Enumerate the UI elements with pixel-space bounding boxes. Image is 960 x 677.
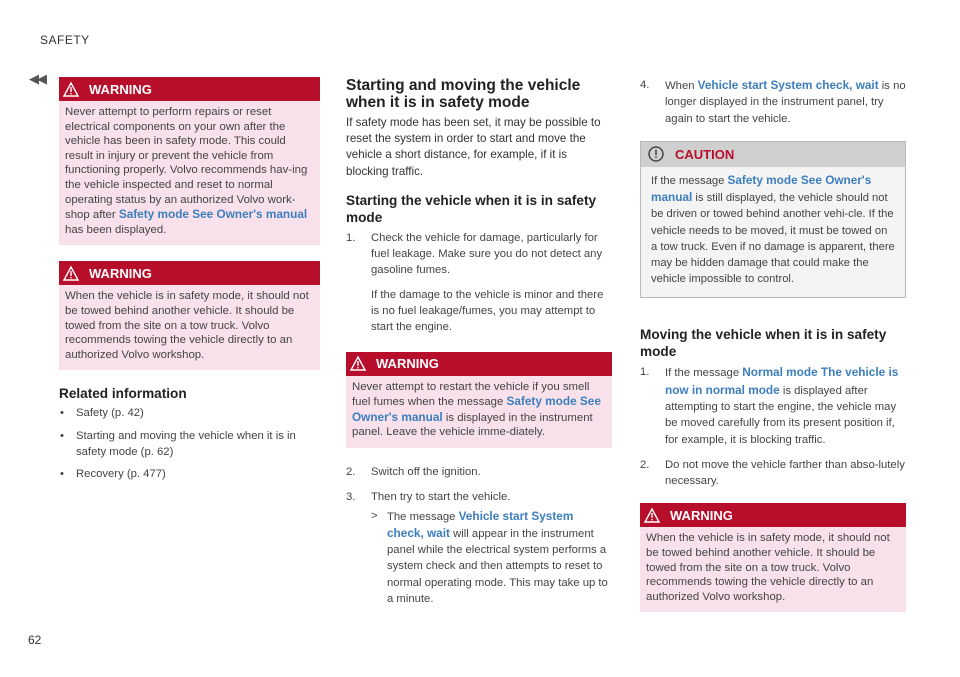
message-highlight: Safety mode See Owner's manual [651,172,872,205]
warning-header [59,261,320,285]
warning-text: When the vehicle is in safety mode, it should not be towed behind another vehicle. It should be towed from the site on a tow truck. Volvo recommends towing the vehicle directly to an authorized Volvo workshop. [646,532,890,603]
double-chevron-left-icon[interactable]: ◀◀ [29,71,45,86]
message-highlight: Safety mode See Owner's manual [352,394,601,424]
message-highlight: Normal mode The vehicle is now in normal mode [665,365,899,397]
warning-text: When the vehicle is in safety mode, it should not be towed behind another vehicle. It should be towed from the site on a tow truck. Volvo recommends towing the vehicle directly to an authorized Volvo workshop. [65,290,309,361]
caution-box [640,141,906,298]
warning-triangle-icon [63,82,79,97]
warning-text: Never attempt to perform repairs or reset electrical components on your own after the vehicle has been in safety mode. This could result in injury or prevent the vehicle from functioning properly. Volvo recommends hav-ing the vehicle inspected and reset to normal operating status by an authorized Volvo work-shop after Safety mode See Owner's manual has been displayed. [65,106,308,236]
warning-box-towing [640,503,906,612]
intro-text: If safety mode has been set, it may be possible to reset the system in order to start and move the vehicle a short distance, for example, if it is blocking traffic. [346,116,601,178]
page-number: 62 [28,633,42,647]
step-4: 4. When Vehicle start System check, wait is no longer displayed in the instrument panel, try again to start the vehicle. [640,78,906,125]
warning-text: Never attempt to restart the vehicle if you smell fuel fumes when the message Safety mode See Owner's manual is displayed in the instrument panel. Leave the vehicle imme-diately. [352,380,601,439]
subheading-moving: Moving the vehicle when it is in safety mode [640,327,887,360]
message-highlight: Vehicle start System check, wait [387,508,574,540]
warning-title: WARNING [376,356,439,372]
related-information-heading: Related information [59,386,187,402]
warning-triangle-icon [644,508,660,523]
list-item[interactable]: • Recovery (p. 477) [60,468,166,481]
message-highlight: Safety mode See Owner's manual [118,207,308,222]
section-label: SAFETY [40,33,90,47]
warning-header [59,77,320,101]
column-left [59,77,320,489]
subheading-starting: Starting the vehicle when it is in safety mode [346,192,597,225]
warning-title: WARNING [89,81,152,97]
list-item[interactable]: • Starting and moving the vehicle when it is in safety mode (p. 62) [60,429,296,458]
warning-title: WARNING [89,265,152,281]
message-highlight: Vehicle start System check, wait [697,78,879,92]
column-right [640,77,906,628]
list-item[interactable]: • Safety (p. 42) [60,407,144,420]
warning-triangle-icon [350,356,366,371]
step-result: > The message Vehicle start System check, wait will appear in the instrument panel while the electrical system performs a system check and then attempts to reset to normal operating mode. This may take up to a minute. [371,508,608,606]
step-2: 2. Do not move the vehicle farther than abso-lutely necessary. [640,458,905,488]
warning-box-repairs [59,77,320,245]
column-middle [346,77,612,616]
step-1: 1. If the message Normal mode The vehicle is now in normal mode is displayed after attempting to start the engine, the vehicle may be moved carefully from its present position if, for example, it is blocking traffic. [640,365,899,446]
caution-header [641,142,905,167]
warning-header [346,352,612,376]
caution-exclamation-icon [648,146,664,162]
step-1: 1. Check the vehicle for damage, particularly for fuel leakage. Make sure you do not detect any gasoline fumes. If the damage to the vehicle is minor and there is no fuel leakage/fumes, you may attempt to start the engine. [346,231,604,334]
warning-header [640,503,906,527]
warning-box-towing [59,261,320,370]
warning-title: WARNING [670,507,733,523]
warning-box-fuel-fumes [346,352,612,448]
caution-title: CAUTION [675,146,735,162]
step-3: 3. Then try to start the vehicle. > The message Vehicle start System check, wait will appear in the instrument panel while the electrical system performs a system check and then attempts to reset to normal operating mode. This may take up to a minute. [346,489,612,607]
page-title: Starting and moving the vehicle when it is in safety mode [346,77,581,111]
warning-triangle-icon [63,266,79,281]
caution-text: If the message Safety mode See Owner's manual is still displayed, the vehicle should not be driven or towed behind another vehi-cle. If the vehicle needs to be moved, it must be towed on a tow truck. Even if no damage is apparent, there may be hidden damage that could make the vehicle impossible to control. [651,172,895,286]
step-2: 2. Switch off the ignition. [346,465,481,478]
